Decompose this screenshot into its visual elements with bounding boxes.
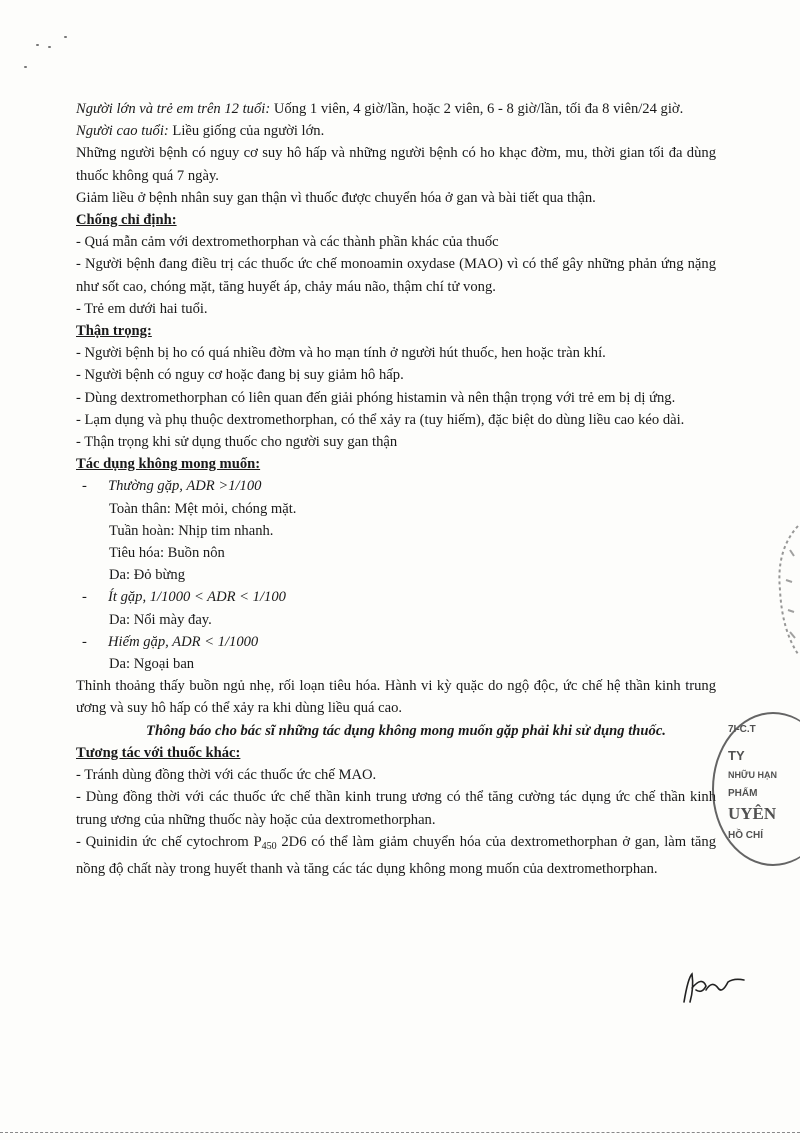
list-item: - Lạm dụng và phụ thuộc dextromethorphan, có thể xảy ra (tuy hiếm), đặc biệt do dùng liều cao kéo dài. bbox=[76, 411, 685, 428]
list-item: - Thận trọng khi sử dụng thuốc cho người suy gan thận bbox=[76, 434, 398, 451]
frequency-rare: - Hiếm gặp, ADR < 1/1000 bbox=[82, 633, 259, 650]
list-item: - Quá mẫn cảm với dextromethorphan và các thành phần khác của thuốc bbox=[76, 234, 499, 251]
elderly-label: Người cao tuổi: bbox=[76, 123, 169, 140]
adverse-note: Thỉnh thoảng thấy buồn ngủ nhẹ, rối loạn tiêu hóa. Hành vi kỳ quặc do ngộ độc, ức chế hệ thần kinh trung ương và suy hô hấp có thể xảy ra khi dùng liều quá cao. bbox=[76, 678, 716, 717]
list-item: - Người bệnh có nguy cơ hoặc đang bị suy giảm hô hấp. bbox=[76, 367, 404, 384]
list-item: - Dùng dextromethorphan có liên quan đến giải phóng histamin và nên thận trọng với trẻ em bị dị ứng. bbox=[76, 389, 676, 406]
section-interactions bbox=[76, 742, 716, 880]
stamp-fragment-upper bbox=[768, 520, 800, 660]
list-item: - Tránh dùng đồng thời với các thuốc ức chế MAO. bbox=[76, 767, 377, 784]
reduce-dose-paragraph: Giảm liều ở bệnh nhân suy gan thận vì thuốc được chuyển hóa ở gan và bài tiết qua thận. bbox=[76, 189, 596, 206]
frequency-common: - Thường gặp, ADR >1/100 bbox=[82, 478, 262, 495]
list-item: - Dùng đồng thời với các thuốc ức chế thần kinh trung ương có thể tăng cường tác dụng ức chế thần kinh trung ương của những thuốc này hoặc của dextromethorphan. bbox=[76, 789, 716, 828]
section-heading: Thận trọng: bbox=[76, 323, 152, 340]
section-heading: Tương tác với thuốc khác: bbox=[76, 744, 241, 761]
scan-edge-rule bbox=[0, 1132, 800, 1134]
handwritten-signature bbox=[678, 968, 748, 1008]
list-item: Da: Nổi mày đay. bbox=[109, 611, 212, 628]
elderly-text: Liều giống của người lớn. bbox=[168, 123, 325, 140]
section-heading: Tác dụng không mong muốn: bbox=[76, 456, 261, 473]
dosage-adult bbox=[76, 98, 716, 120]
list-item: Tuần hoàn: Nhịp tim nhanh. bbox=[109, 522, 274, 539]
frequency-label: Ít gặp, 1/1000 < ADR < 1/100 bbox=[108, 589, 286, 606]
adult-label: Người lớn và trẻ em trên 12 tuổi: bbox=[76, 101, 271, 117]
list-item: - Người bệnh bị ho có quá nhiều đờm và ho mạn tính ở người hút thuốc, hen hoặc tràn khí. bbox=[76, 345, 606, 362]
adult-text: Uống 1 viên, 4 giờ/lần, hoặc 2 viên, 6 - 8 giờ/lần, tối đa 8 viên/24 giờ. bbox=[270, 101, 684, 117]
frequency-label: Thường gặp, ADR >1/100 bbox=[108, 478, 262, 495]
section-heading: Chống chỉ định: bbox=[76, 212, 177, 229]
list-item: - Trẻ em dưới hai tuổi. bbox=[76, 300, 208, 317]
section-contraindications bbox=[76, 209, 716, 320]
list-item: - Người bệnh đang điều trị các thuốc ức chế monoamin oxydase (MAO) vì có thể gây những phản ứng nặng như sốt cao, chóng mặt, tăng huyết áp, chảy máu não, thậm chí tử vong. bbox=[76, 256, 716, 295]
list-item: Tiêu hóa: Buồn nôn bbox=[109, 545, 225, 562]
list-item: Da: Ngoại ban bbox=[109, 656, 195, 673]
list-item: Da: Đỏ bừng bbox=[109, 567, 186, 584]
frequency-uncommon: - Ít gặp, 1/1000 < ADR < 1/100 bbox=[82, 589, 286, 606]
risk-paragraph: Những người bệnh có nguy cơ suy hô hấp và những người bệnh có ho khạc đờm, mu, thời gian tối đa dùng thuốc không quá 7 ngày. bbox=[76, 145, 716, 184]
dosage-elderly bbox=[76, 120, 716, 142]
section-adverse-effects bbox=[76, 453, 716, 742]
subscript: 450 bbox=[261, 840, 277, 852]
report-notice: Thông báo cho bác sĩ những tác dụng không mong muốn gặp phải khi sử dụng thuốc. bbox=[146, 722, 666, 739]
document-body bbox=[76, 98, 716, 880]
section-precautions bbox=[76, 320, 716, 453]
frequency-label: Hiếm gặp, ADR < 1/1000 bbox=[108, 633, 259, 650]
company-stamp: 7I-C.T TY NHỮU HẠN PHẨM UYÊN HỒ CHÍ bbox=[712, 712, 800, 866]
list-item: - Quinidin ức chế cytochrom $P_{450}$ 2D6 có thể làm giảm chuyển hóa của dextromethorphan ở gan, làm tăng nồng độ chất này trong huyết thanh và tăng các tác dụng không mong muốn của dextromethorphan. bbox=[76, 833, 716, 877]
list-item: Toàn thân: Mệt mỏi, chóng mặt. bbox=[109, 500, 297, 517]
